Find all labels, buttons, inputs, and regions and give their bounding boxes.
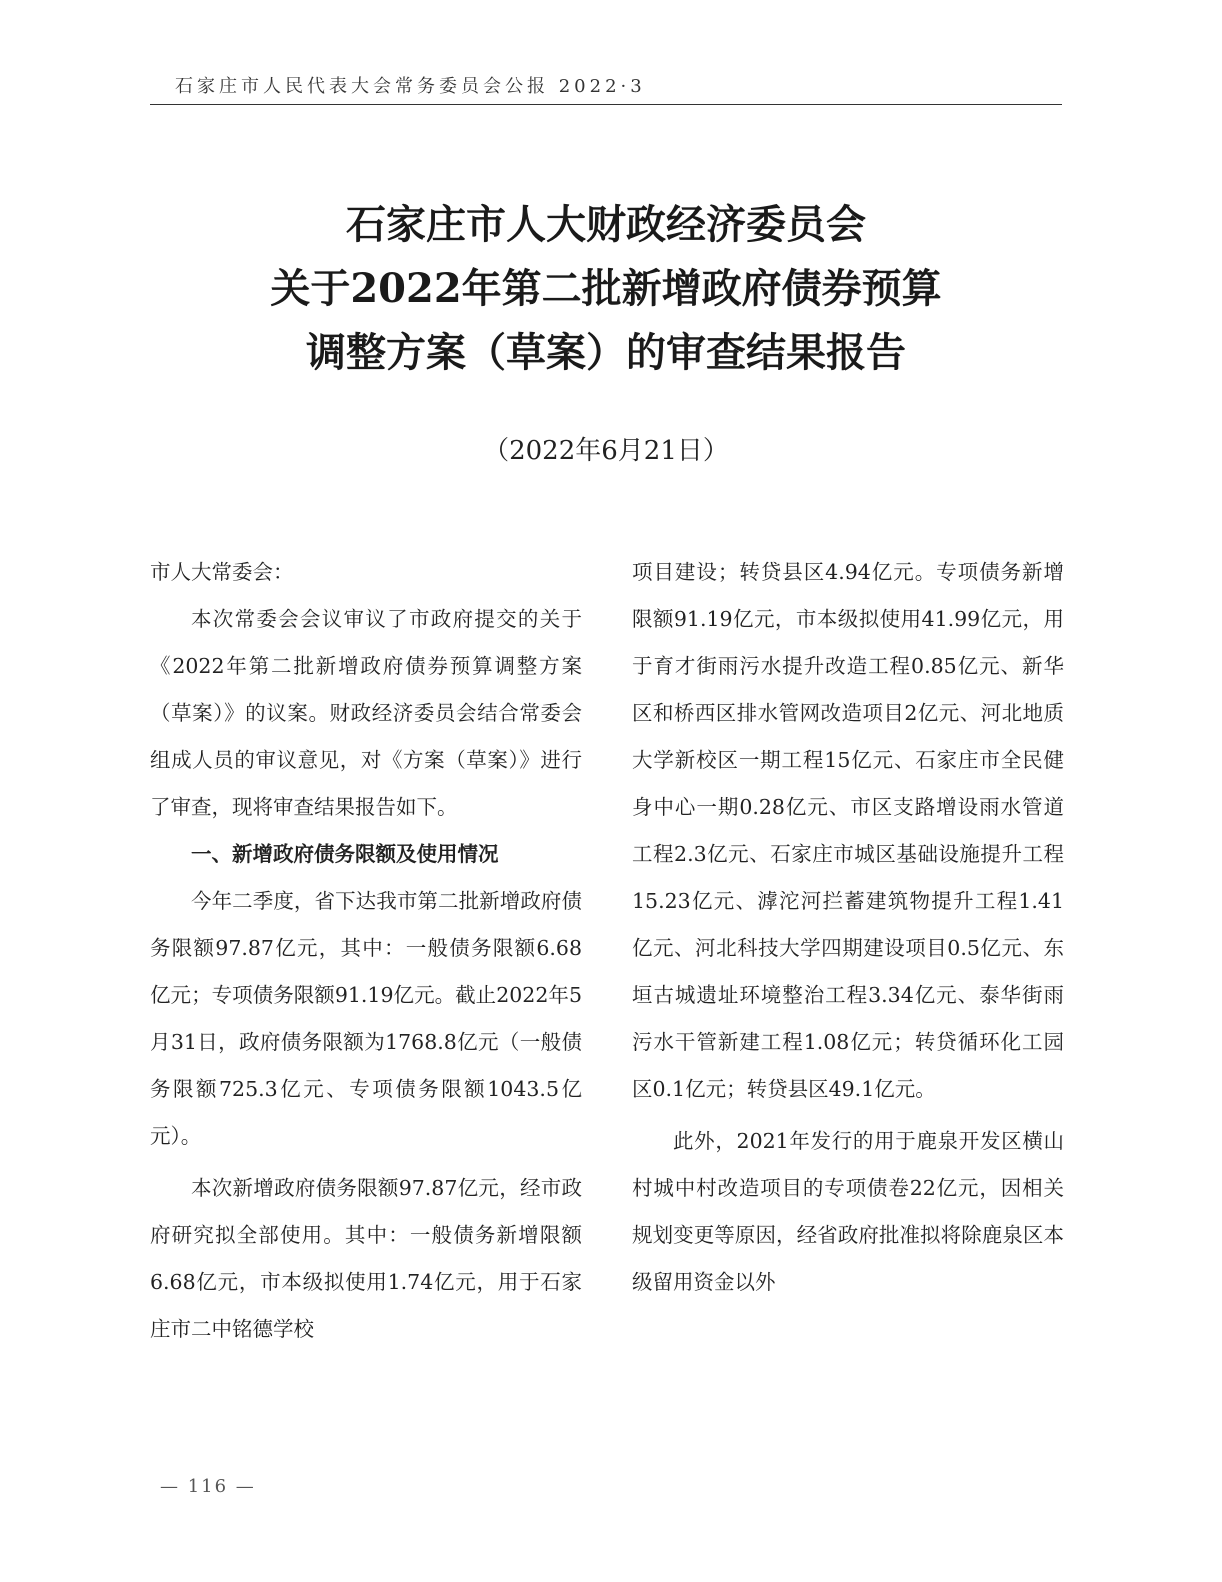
salutation: 市人大常委会： xyxy=(150,560,294,584)
paragraph-quota: 今年二季度，省下达我市第二批新增政府债务限额97.87亿元，其中：一般债务限额6.68亿元；专项债务限额91.19亿元。截止2022年5月31日，政府债务限额为1768.8亿元（一般债务限额725.3亿元、专项债务限额1043.5亿元）。 xyxy=(150,889,582,1148)
section-heading-1: 一、新增政府债务限额及使用情况 xyxy=(191,842,499,866)
left-column xyxy=(150,549,582,1353)
paragraph-intro: 本次常委会会议审议了市政府提交的关于《2022年第二批新增政府债券预算调整方案（草案）》的议案。财政经济委员会结合常委会组成人员的审议意见，对《方案（草案）》进行了审查，现将审查结果报告如下。 xyxy=(150,607,582,819)
paragraph-additional: 此外，2021年发行的用于鹿泉开发区横山村城中村改造项目的专项债卷22亿元，因相关规划变更等原因，经省政府批准拟将除鹿泉区本级留用资金以外 xyxy=(632,1129,1064,1294)
title-line-3: 调整方案（草案）的审查结果报告 xyxy=(306,329,906,376)
right-column xyxy=(632,549,1064,1306)
header-rule xyxy=(150,104,1062,105)
paragraph-usage-continued: 项目建设；转贷县区4.94亿元。专项债务新增限额91.19亿元，市本级拟使用41.99亿元，用于育才街雨污水提升改造工程0.85亿元、新华区和桥西区排水管网改造项目2亿元、河北地质大学新校区一期工程15亿元、石家庄市全民健身中心一期0.28亿元、市区支路增设雨水管道工程2.3亿元、石家庄市城区基础设施提升工程15.23亿元、滹沱河拦蓄建筑物提升工程1.41亿元、河北科技大学四期建设项目0.5亿元、东垣古城遗址环境整治工程3.34亿元、泰华街雨污水干管新建工程1.08亿元；转贷循环化工园区0.1亿元；转贷县区49.1亿元。 xyxy=(632,560,1064,1101)
page-number: — 116 — xyxy=(160,1476,256,1497)
report-date: （2022年6月21日） xyxy=(483,436,729,466)
title-line-1: 石家庄市人大财政经济委员会 xyxy=(346,201,866,248)
running-header: 石家庄市人民代表大会常务委员会公报 2022·3 xyxy=(175,76,646,97)
paragraph-usage: 本次新增政府债务限额97.87亿元，经市政府研究拟全部使用。其中：一般债务新增限额6.68亿元，市本级拟使用1.74亿元，用于石家庄市二中铭德学校 xyxy=(150,1176,582,1341)
document-title xyxy=(150,193,1062,385)
title-line-2: 关于2022年第二批新增政府债券预算 xyxy=(270,265,942,312)
